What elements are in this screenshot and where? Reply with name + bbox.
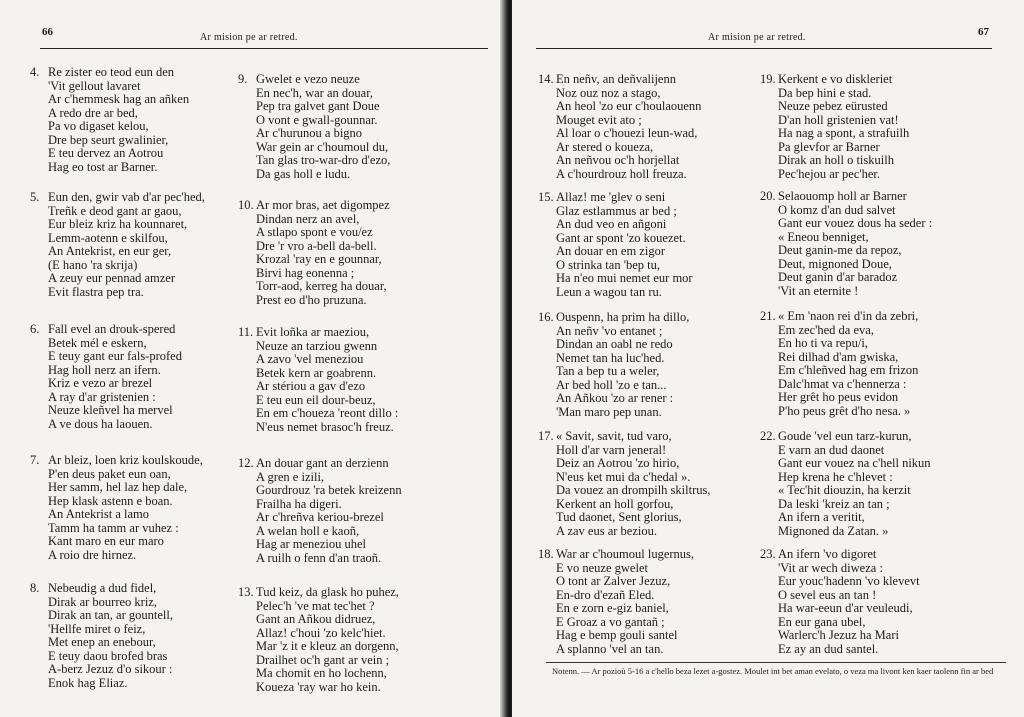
header-rule xyxy=(536,48,992,49)
verse-line: War ar c'houmoul lugernus, xyxy=(556,547,695,561)
verse-line: Nebeudig a dud fidel, xyxy=(48,581,157,595)
verse-line: Her samm, hel laz hep dale, xyxy=(48,480,188,494)
verse-line: « Em 'naon rei d'in da zebri, xyxy=(778,309,919,323)
verse-line: Ar c'hemmesk hag an añken xyxy=(48,92,190,106)
verse-line: Rei dilhad d'am gwiska, xyxy=(778,349,899,364)
stanza-number: 19. xyxy=(760,72,776,86)
left-page xyxy=(0,0,508,717)
verse-line: An douar en em zigor xyxy=(556,244,665,258)
verse-line: Re zister eo teod eun den xyxy=(48,65,174,79)
stanza-lines xyxy=(778,73,909,181)
stanza-lines xyxy=(256,326,398,434)
verse-line: Mignoned da Zatan. » xyxy=(778,523,889,538)
stanza-lines xyxy=(778,310,918,418)
stanza-number: 5. xyxy=(30,190,40,204)
verse-line: O tont ar Zalver Jezuz, xyxy=(556,574,671,588)
verse-line: Treñk e deod gant ar gaou, xyxy=(48,203,182,218)
stanza-lines xyxy=(778,190,932,298)
verse-line: Deut ganin-me da repoz, xyxy=(778,243,902,257)
verse-line: Hag eo tost ar Barner. xyxy=(48,159,158,174)
stanza-number: 4. xyxy=(30,65,40,79)
verse-line: « Savit, savit, tud varo, xyxy=(556,429,672,443)
verse-line: An ifern a veritit, xyxy=(778,510,865,524)
verse-line: An neñvou oc'h horjellat xyxy=(556,153,680,167)
verse-line: A stlapo spont e vou/ez xyxy=(256,225,373,239)
verse-line: Ar stériou a gav d'ezo xyxy=(256,379,366,393)
verse-line: Dirak an tan, ar gountell, xyxy=(48,608,173,622)
stanza-number: 21. xyxy=(760,309,776,323)
verse-line: Koueza 'ray war ho kein. xyxy=(256,679,381,694)
verse-line: Tud daonet, Sent glorius, xyxy=(556,510,682,524)
stanza-lines xyxy=(256,199,390,307)
verse-line: En e zorn e-giz baniel, xyxy=(556,601,669,615)
verse-line: Dindan an oabl ne redo xyxy=(556,337,673,351)
stanza-number: 13. xyxy=(238,585,254,599)
stanza-lines xyxy=(556,548,694,656)
verse-line: N'eus nemet brasoc'h freuz. xyxy=(256,419,394,434)
verse-line: E varn an dud daonet xyxy=(778,442,885,457)
verse-line: Her grêt ho peus evidon xyxy=(778,390,899,404)
verse-line: Ha nag a spont, a strafuilh xyxy=(778,126,910,140)
verse-line: A ve dous ha laouen. xyxy=(48,416,153,431)
verse-line: En eur gana ubel, xyxy=(778,614,866,629)
stanza-lines xyxy=(778,430,931,538)
verse-line: Noz ouz noz a stago, xyxy=(556,85,661,100)
verse-line: Ar c'hreñva keriou-brezel xyxy=(256,510,384,524)
verse-line: A-berz Jezuz d'o sikour : xyxy=(48,662,173,676)
stanza-lines xyxy=(256,586,399,694)
running-head: Ar mision pe ar retred. xyxy=(708,32,806,43)
verse-line: E teuy daou brofed bras xyxy=(48,648,168,663)
verse-line: Dirak ar bourreo kriz, xyxy=(48,594,157,609)
verse-line: Leun a wagou tan ru. xyxy=(556,284,662,299)
verse-line: Evit loñka ar maeziou, xyxy=(256,325,370,339)
verse-line: Selaouomp holl ar Barner xyxy=(778,189,907,203)
verse-line: Tamm ha tamm ar vuhez : xyxy=(48,520,179,535)
verse-line: Gant ar spont 'zo kouezet. xyxy=(556,230,686,245)
verse-line: E teu dervez an Aotrou xyxy=(48,146,164,160)
verse-line: Krozal 'ray en e gounnar, xyxy=(256,252,382,266)
verse-line: Mouget evit ato ; xyxy=(556,112,642,127)
verse-line: An Antekrist, en eur ger, xyxy=(48,244,172,258)
verse-line: En neñv, an deñvalijenn xyxy=(556,72,676,86)
verse-line: Enok hag Eliaz. xyxy=(48,675,128,690)
verse-line: Ar stered o koueza, xyxy=(556,139,654,154)
verse-line: Kant maro en eur maro xyxy=(48,534,164,548)
verse-line: A ray d'ar gristenien : xyxy=(48,389,156,404)
verse-line: En em c'houeza 'reont dillo : xyxy=(256,406,399,420)
verse-line: Neuze kleñvel ha mervel xyxy=(48,403,173,417)
stanza-lines xyxy=(48,66,189,174)
verse-line: Deut ganin d'ar baradoz xyxy=(778,270,898,284)
verse-line: En nec'h, war an douar, xyxy=(256,85,373,100)
verse-line: P'en deus paket eun oan, xyxy=(48,466,171,481)
verse-line: E teu eun eil dour-beuz, xyxy=(256,392,376,407)
verse-line: E Groaz a vo gantañ ; xyxy=(556,614,665,629)
verse-line: Gwelet e vezo neuze xyxy=(256,72,360,86)
stanza-lines xyxy=(48,454,203,562)
verse-line: Ar c'hurunou a bigno xyxy=(256,126,363,140)
stanza-number: 16. xyxy=(538,310,554,324)
verse-line: Goude 'vel eun tarz-kurun, xyxy=(778,429,912,443)
stanza-number: 6. xyxy=(30,322,40,336)
stanza-lines xyxy=(556,430,711,538)
verse-line: A welan holl e kaoñ, xyxy=(256,523,360,538)
stanza-lines xyxy=(556,73,701,181)
verse-line: An dud veo en añgoni xyxy=(556,217,667,231)
verse-line: Pec'hejou ar pec'her. xyxy=(778,166,881,181)
verse-line: War gein ar c'houmoul du, xyxy=(256,139,389,154)
verse-line: En-dro d'ezañ Eled. xyxy=(556,587,655,602)
verse-line: An Añkou 'zo ar rener : xyxy=(556,391,674,405)
verse-line: Frailha ha digeri. xyxy=(256,496,342,511)
verse-line: P'ho peus grêt d'ho nesa. » xyxy=(778,403,911,418)
stanza-number: 14. xyxy=(538,72,554,86)
verse-line: A c'hourdrouz holl freuza. xyxy=(556,166,687,181)
verse-line: A ruilh o fenn d'an traoñ. xyxy=(256,550,382,565)
verse-line: O strinka tan 'bep tu, xyxy=(556,257,660,272)
stanza-number: 7. xyxy=(30,453,40,467)
verse-line: An Antekrist a lamo xyxy=(48,507,150,521)
stanza-number: 23. xyxy=(760,547,776,561)
verse-line: Warlerc'h Jezuz ha Mari xyxy=(778,628,899,642)
stanza-lines xyxy=(556,311,689,419)
verse-line: O komz d'an dud salvet xyxy=(778,202,896,217)
verse-line: A zav eus ar beziou. xyxy=(556,523,658,538)
footnote: Notenn. — Ar pozioù 5-16 a c'hello beza lezet a-gostez. Moulet int bet aman evelato, o veza ma livont ken kaer taolenn fin ar bed xyxy=(552,666,994,676)
verse-line: A gren e izili, xyxy=(256,469,325,484)
verse-line: Pa vo digaset kelou, xyxy=(48,119,149,133)
verse-line: 'Vit gellout lavaret xyxy=(48,78,141,93)
stanza-number: 9. xyxy=(238,72,248,86)
verse-line: Tan glas tro-war-dro d'ezo, xyxy=(256,153,391,167)
verse-line: Glaz estlammus ar bed ; xyxy=(556,203,677,218)
verse-line: En ho ti va repu/i, xyxy=(778,336,868,350)
verse-line: Em zec'hed da eva, xyxy=(778,322,874,337)
verse-line: An neñv 'vo entanet ; xyxy=(556,323,663,338)
stanza-lines xyxy=(48,323,182,431)
verse-line: Fall evel an drouk-spered xyxy=(48,322,176,336)
verse-line: A splanno 'vel an tan. xyxy=(556,641,664,656)
verse-line: D'an holl gristenien vat! xyxy=(778,112,899,127)
verse-line: Eun den, gwir vab d'ar pec'hed, xyxy=(48,190,205,204)
stanza-lines xyxy=(256,73,390,181)
verse-line: Gourdrouz 'ra betek kreizenn xyxy=(256,483,402,497)
stanza-number: 11. xyxy=(238,325,254,339)
stanza-lines xyxy=(778,548,920,656)
verse-line: Dalc'hmat va c'hennerza : xyxy=(778,376,907,391)
verse-line: Tan a bep tu a weler, xyxy=(556,364,660,378)
stanza-number: 22. xyxy=(760,429,776,443)
verse-line: Tud keiz, da glask ho puhez, xyxy=(256,585,399,599)
verse-line: Ha war-eeun d'ar veuleudi, xyxy=(778,601,913,615)
stanza-number: 17. xyxy=(538,429,554,443)
verse-line: Ar mor bras, aet digompez xyxy=(256,198,390,212)
verse-line: An ifern 'vo digoret xyxy=(778,547,877,561)
verse-line: Neuze pebez eürusted xyxy=(778,99,888,113)
verse-line: Gant eur vouez na c'hell nikun xyxy=(778,456,931,470)
verse-line: Ez ay an dud santel. xyxy=(778,641,879,656)
stanza-lines xyxy=(48,191,205,299)
verse-line: Al loar o c'houezi leun-wad, xyxy=(556,126,698,140)
verse-line: Evit flastra pep tra. xyxy=(48,284,144,299)
verse-line: Em c'hleñved hag em frizon xyxy=(778,363,919,377)
verse-line: Pelec'h 've mat tec'het ? xyxy=(256,598,375,613)
verse-line: Lemm-aotenn e skilfou, xyxy=(48,230,168,245)
footnote-rule xyxy=(546,662,1006,663)
verse-line: E teuy gant eur fals-profed xyxy=(48,349,182,363)
verse-line: Betek kern ar goabrenn. xyxy=(256,365,377,380)
verse-line: Eur youc'hadenn 'vo klevevt xyxy=(778,574,920,588)
verse-line: (E hano 'ra skrija) xyxy=(48,257,138,272)
verse-line: A redo dre ar bed, xyxy=(48,105,138,120)
verse-line: Dindan nerz an avel, xyxy=(256,211,360,226)
stanza-lines xyxy=(556,191,693,299)
verse-line: Da vouez an drompilh skiltrus, xyxy=(556,483,711,497)
verse-line: Hag e bemp gouli santel xyxy=(556,628,678,642)
verse-line: E vo neuze gwelet xyxy=(556,560,648,575)
verse-line: Allaz! c'houi 'zo kelc'hiet. xyxy=(256,625,386,640)
verse-line: 'Man maro pep unan. xyxy=(556,404,662,419)
verse-line: Ma chomit en ho lochenn, xyxy=(256,666,387,680)
verse-line: Neuze an tarziou gwenn xyxy=(256,338,378,353)
stanza-number: 20. xyxy=(760,189,776,203)
verse-line: Pep tra galvet gant Doue xyxy=(256,99,380,113)
verse-line: Betek mél e eskern, xyxy=(48,335,147,350)
verse-line: Ouspenn, ha prim ha dillo, xyxy=(556,310,690,324)
header-rule xyxy=(40,48,488,49)
verse-line: Hag holl nerz an ifern. xyxy=(48,362,161,377)
verse-line: An heol 'zo eur c'houlaouenn xyxy=(556,99,702,113)
verse-line: Torr-aod, kerreg ha douar, xyxy=(256,279,387,293)
verse-line: Dre 'r vro a-bell da-bell. xyxy=(256,238,377,253)
verse-line: « Eneou benniget, xyxy=(778,229,869,244)
verse-line: Da leski 'kreiz an tan ; xyxy=(778,496,890,511)
verse-line: Prest eo d'ho pruzuna. xyxy=(256,292,367,307)
stanza-number: 10. xyxy=(238,198,254,212)
verse-line: O sevel eus an tan ! xyxy=(778,587,877,602)
verse-line: Ar bleiz, loen kriz koulskoude, xyxy=(48,453,203,467)
verse-line: Hep klask astenn e boan. xyxy=(48,493,173,508)
stanza-lines xyxy=(48,582,173,690)
verse-line: N'eus ket mui da c'hedal ». xyxy=(556,469,691,484)
verse-line: Hag ar meneziou uhel xyxy=(256,537,367,551)
verse-line: Ha n'eo mui nemet eur mor xyxy=(556,271,693,285)
verse-line: Gant an Añkou didruez, xyxy=(256,612,376,626)
verse-line: Ar bed holl 'zo e tan... xyxy=(556,377,667,392)
verse-line: Allaz! me 'glev o seni xyxy=(556,190,666,204)
right-page xyxy=(512,0,1024,717)
verse-line: A zavo 'vel meneziou xyxy=(256,352,364,366)
verse-line: Kerkent an holl gorfou, xyxy=(556,496,674,511)
stanza-number: 8. xyxy=(30,581,40,595)
verse-line: Drailhet oc'h gant ar vein ; xyxy=(256,652,390,667)
verse-line: Mar 'z it e kleuz an dorgenn, xyxy=(256,639,399,653)
verse-line: Da bep hini e stad. xyxy=(778,85,872,100)
running-head: Ar mision pe ar retred. xyxy=(200,32,298,43)
verse-line: 'Hellfe miret o feiz, xyxy=(48,621,146,636)
stanza-number: 18. xyxy=(538,547,554,561)
stanza-lines xyxy=(256,457,402,565)
verse-line: Kriz e vezo ar brezel xyxy=(48,376,153,390)
verse-line: A roio dre hirnez. xyxy=(48,547,137,562)
verse-line: Pa glevfor ar Barner xyxy=(778,139,880,154)
verse-line: 'Vit ar wech diweza : xyxy=(778,560,883,575)
verse-line: Deut, mignoned Doue, xyxy=(778,256,892,271)
verse-line: O vont e gwall-gounnar. xyxy=(256,112,378,127)
verse-line: Gant eur vouez dous ha seder : xyxy=(778,216,933,230)
verse-line: Nemet tan ha luc'hed. xyxy=(556,350,665,365)
stanza-number: 15. xyxy=(538,190,554,204)
stanza-number: 12. xyxy=(238,456,254,470)
verse-line: Hep krena he c'hlevet : xyxy=(778,469,893,484)
verse-line: Eur bleiz kriz ha kounnaret, xyxy=(48,217,188,231)
verse-line: Kerkent e vo diskleriet xyxy=(778,72,893,86)
page-number: 67 xyxy=(978,26,989,38)
page-number: 66 xyxy=(42,26,53,38)
verse-line: A zeuy eur pennad amzer xyxy=(48,271,176,285)
verse-line: Dre bep seurt gwalinier, xyxy=(48,132,169,147)
verse-line: « Tec'hit diouzin, ha kerzit xyxy=(778,483,911,497)
verse-line: Met enep an enebour, xyxy=(48,635,156,649)
verse-line: Deiz an Aotrou 'zo hirio, xyxy=(556,456,680,470)
verse-line: Holl d'ar varn jeneral! xyxy=(556,442,667,457)
verse-line: Dirak an holl o tiskuilh xyxy=(778,153,894,167)
verse-line: 'Vit an eternite ! xyxy=(778,283,859,298)
verse-line: Da gas holl e ludu. xyxy=(256,166,351,181)
verse-line: Birvi hag eonenna ; xyxy=(256,265,355,280)
verse-line: An douar gant an derzienn xyxy=(256,456,389,470)
